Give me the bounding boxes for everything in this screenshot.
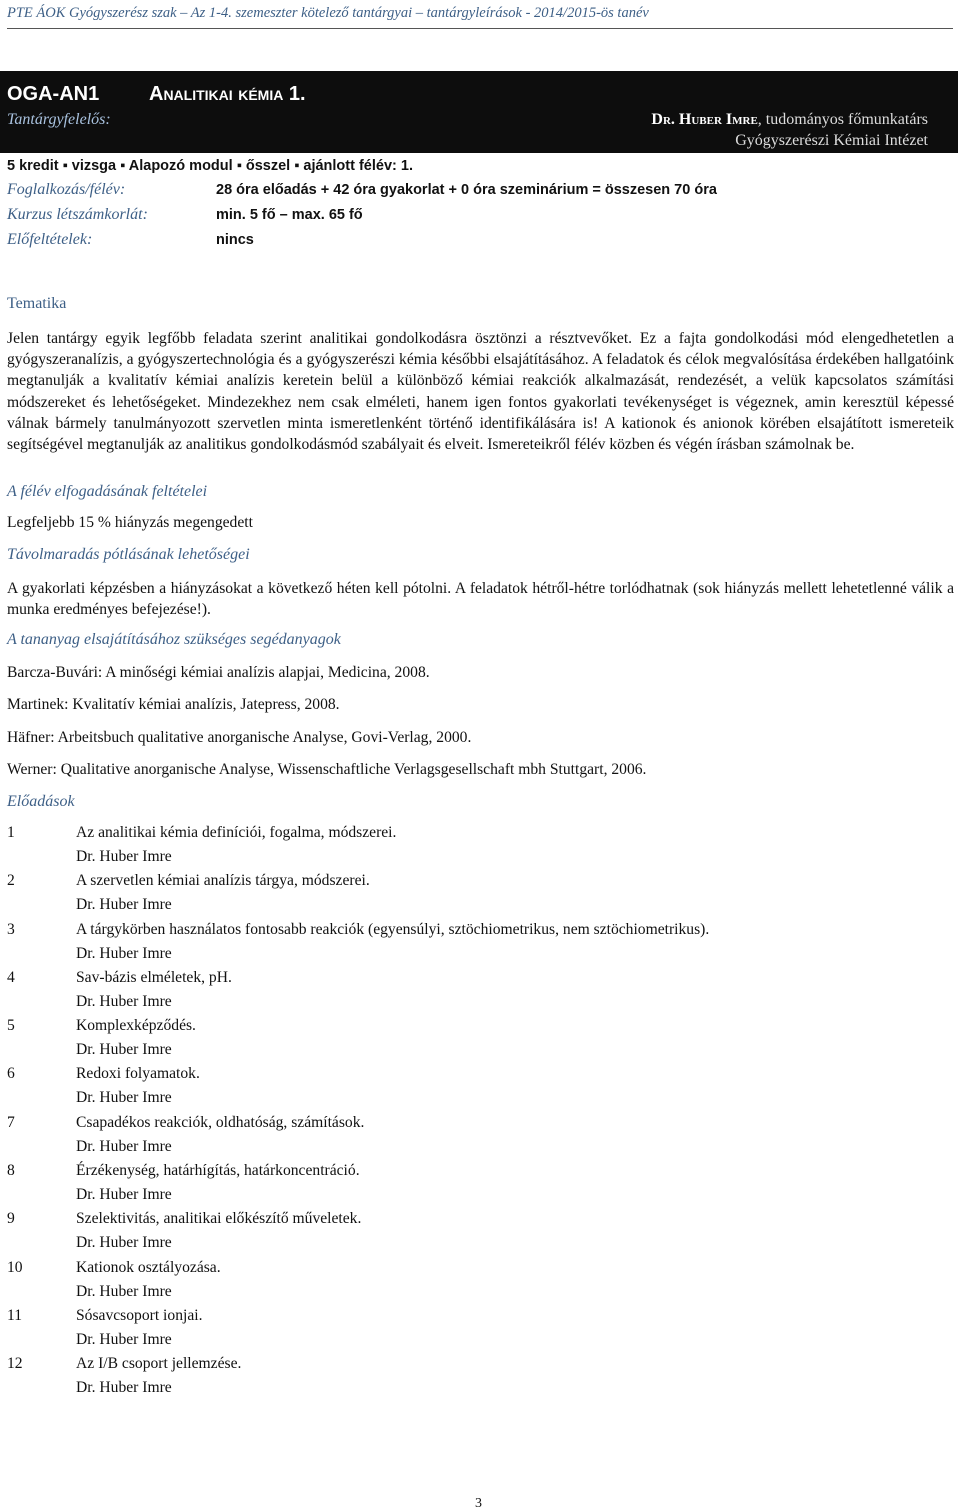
lecture-item [7,1162,927,1210]
lecture-lecturer: Dr. Huber Imre [76,1041,172,1059]
material-item: Häfner: Arbeitsbuch qualitative anorganische Analyse, Govi-Verlag, 2000. [7,729,472,746]
lecture-topic: Sósavcsoport ionjai. [76,1306,203,1324]
material-item: Werner: Qualitative anorganische Analyse, Wissenschaftliche Verlagsgesellschaft mbh Stuttgart, 2006. [7,761,647,778]
responsible-label: Tantárgyfelelős: [7,111,111,128]
meta-label: Előfeltételek: [7,231,93,248]
meta-label: Foglalkozás/félév: [7,181,126,198]
lecture-topic: Komplexképződés. [76,1017,196,1035]
lecture-lecturer: Dr. Huber Imre [76,1379,172,1397]
course-summary: 5 kredit ▪ vizsga ▪ Alapozó modul ▪ ősszel ▪ ajánlott félév: 1. [7,158,413,174]
responsible-institute: Gyógyszerészi Kémiai Intézet [735,132,928,149]
responsible-title: , tudományos főmunkatárs [757,111,928,128]
material-item: Martinek: Kvalitatív kémiai analízis, Jatepress, 2008. [7,696,340,713]
lecture-item [7,969,927,1017]
course-code: OGA-AN1 [7,83,100,105]
lecture-topic: Érzékenység, határhígítás, határkoncentráció. [76,1162,360,1180]
lecture-item [7,1017,927,1065]
lecture-topic: Szelektivitás, analitikai előkészítő műveletek. [76,1210,362,1228]
page-number: 3 [475,1496,482,1511]
lecture-item [7,1355,927,1403]
lecture-topic: Az I/B csoport jellemzése. [76,1355,242,1373]
lecture-item [7,1210,927,1258]
lecture-lecturer: Dr. Huber Imre [76,1330,172,1348]
section-title-acceptance: A félév elfogadásának feltételei [7,483,208,500]
lecture-item [7,872,927,920]
course-title: Analitikai kémia 1. [149,83,306,105]
lecture-number: 12 [7,1355,23,1373]
meta-row-prerequisites [7,231,254,249]
header-divider [7,28,953,29]
lecture-number: 5 [7,1017,15,1035]
meta-value: 28 óra előadás + 42 óra gyakorlat + 0 óra szeminárium = összesen 70 óra [216,182,717,198]
section-title-tematika: Tematika [7,295,67,312]
section-title-lectures: Előadások [7,793,75,810]
acceptance-text: Legfeljebb 15 % hiányzás megengedett [7,514,253,531]
meta-value: min. 5 fő – max. 65 fő [216,207,363,223]
lecture-item [7,921,927,969]
lecture-item [7,1065,927,1113]
lecture-item [7,1114,927,1162]
responsible-person [651,111,928,129]
lecture-topic: Redoxi folyamatok. [76,1065,200,1083]
lecture-lecturer: Dr. Huber Imre [76,848,172,865]
lecture-topic: A szervetlen kémiai analízis tárgya, módszerei. [76,872,370,890]
lecture-number: 10 [7,1258,23,1276]
lecture-number: 2 [7,872,15,890]
lecture-lecturer: Dr. Huber Imre [76,1234,172,1252]
section-title-materials: A tananyag elsajátításához szükséges segédanyagok [7,631,341,648]
lecture-item [7,1259,927,1307]
lecture-topic: Csapadékos reakciók, oldhatóság, számítások. [76,1113,365,1131]
meta-row-schedule [7,181,717,199]
meta-row-capacity [7,206,363,224]
tematika-text: Jelen tantárgy egyik legfőbb feladata szerint analitikai gondolkodásra ösztönzi a résztvevőket. Ez a fajta gondolkodási mód elengedhetetlen a gyógyszeranalízis, a gyógyszertechnológia és a gyógyszerészi kémia későbbi elsajátításához. A feladatok és célok megvalósítása érdekében hallgatóink megtanulják a kvalitatív kémiai analízis keretein belül a különböző kémiai reakciók alkalmazását, rendezését, a velük kapcsolatos számítási módszereket és lehetőségeket. Mindezekhez nem csak elméleti, hanem igen fontos gyakorlati tevékenységet is végeznek, amin keresztül képessé válnak bármely tanulmányozott szervetlen minta ismeretlenként történő identifikálására is! A kationok és anionok körében elsajátított ismereteik segítségével megtanulják az analitikus gondolkodásmód szabályait és elveit. Ismereteikről félév közben és végén írásban számolnak be. [7,330,954,454]
responsible-name: Dr. Huber Imre [651,111,758,128]
lecture-number: 4 [7,968,15,986]
lecture-number: 8 [7,1162,15,1180]
lecture-lecturer: Dr. Huber Imre [76,944,172,962]
absence-text: A gyakorlati képzésben a hiányzásokat a következő héten kell pótolni. A feladatok hétről-hétre torlódhatnak (sok hiányzás mellett lehetetlenné válik a munka eredményes befejezése!). [7,580,954,619]
lecture-lecturer: Dr. Huber Imre [76,1089,172,1107]
lecture-item [7,1307,927,1355]
lecture-list [7,824,927,1404]
lecture-lecturer: Dr. Huber Imre [76,1137,172,1155]
lecture-number: 11 [7,1306,23,1324]
running-header: PTE ÁOK Gyógyszerész szak – Az 1-4. szemeszter kötelező tantárgyai – tantárgyleírások - 2014/2015-ös tanév [7,5,649,21]
lecture-topic: Az analitikai kémia definíciói, fogalma, módszerei. [76,824,397,841]
lecture-number: 6 [7,1065,15,1083]
meta-label: Kurzus létszámkorlát: [7,206,148,223]
lecture-number: 7 [7,1113,15,1131]
lecture-topic: Sav-bázis elméletek, pH. [76,968,232,986]
lecture-item [7,824,927,872]
lecture-topic: Kationok osztályozása. [76,1258,221,1276]
lecture-lecturer: Dr. Huber Imre [76,992,172,1010]
lecture-lecturer: Dr. Huber Imre [76,1282,172,1300]
lecture-number: 3 [7,920,15,938]
material-item: Barcza-Buvári: A minőségi kémiai analízis alapjai, Medicina, 2008. [7,664,430,681]
lecture-lecturer: Dr. Huber Imre [76,896,172,914]
lecture-lecturer: Dr. Huber Imre [76,1186,172,1204]
lecture-topic: A tárgykörben használatos fontosabb reakciók (egyensúlyi, sztöchiometrikus, nem sztöchiometrikus). [76,920,710,938]
section-title-absence: Távolmaradás pótlásának lehetőségei [7,546,250,563]
lecture-number: 9 [7,1210,15,1228]
lecture-number: 1 [7,824,15,841]
course-header-box [0,71,958,153]
meta-value: nincs [216,232,254,248]
